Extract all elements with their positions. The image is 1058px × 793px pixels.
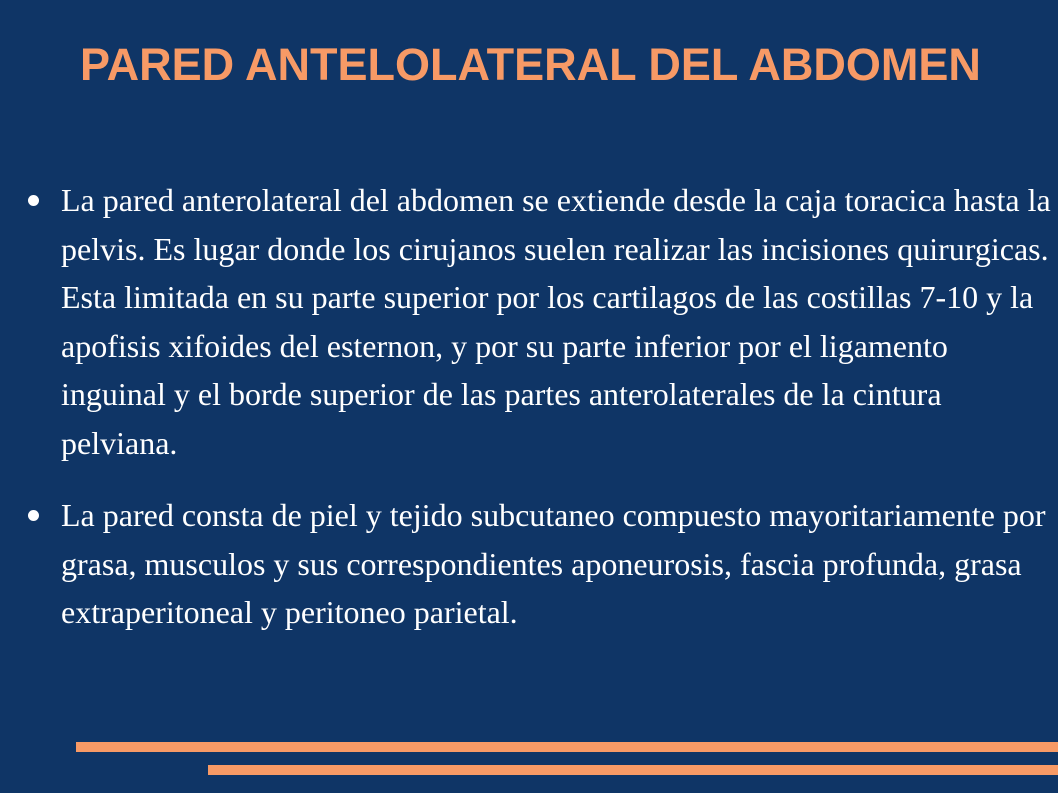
- slide-title: PARED ANTELOLATERAL DEL ABDOMEN: [80, 39, 981, 90]
- bullet-list: [0, 176, 1058, 661]
- decorative-rule-lower: [208, 765, 1058, 775]
- bullet-dot-icon: [28, 510, 39, 521]
- bullet-item: [0, 176, 1058, 467]
- bullet-text: La pared anterolateral del abdomen se extiende desde la caja toracica hasta la pelvis. Es lugar donde los cirujanos suelen realizar las incisiones quirurgicas. Esta limitada en su parte superior por los cartilagos de las costillas 7-10 y la apofisis xifoides del esternon, y por su parte inferior por el ligamento inguinal y el borde superior de las partes anterolaterales de la cintura pelviana.: [61, 182, 1051, 461]
- bullet-dot-icon: [28, 195, 39, 206]
- decorative-rule-upper: [76, 742, 1058, 752]
- bullet-text: La pared consta de piel y tejido subcutaneo compuesto mayoritariamente por grasa, musculos y sus correspondientes aponeurosis, fascia profunda, grasa extraperitoneal y peritoneo parietal.: [61, 497, 1046, 630]
- bullet-item: [0, 491, 1058, 637]
